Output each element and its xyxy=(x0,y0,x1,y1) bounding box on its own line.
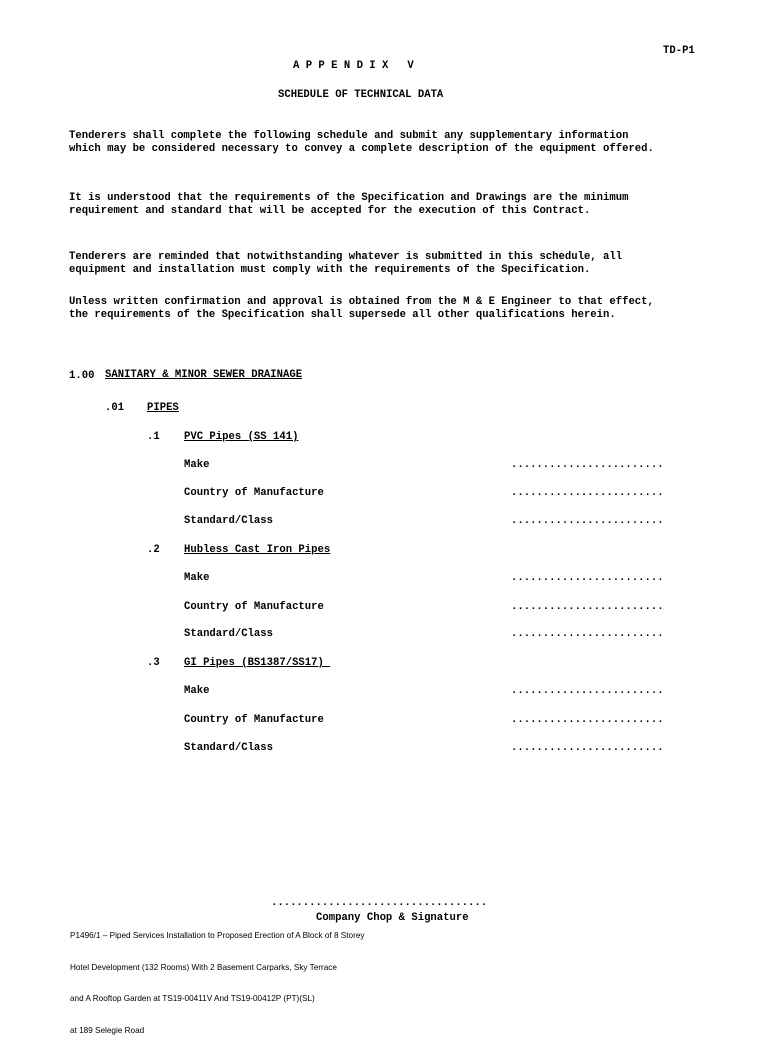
fill-in-line[interactable]: ........................ xyxy=(511,628,664,640)
intro-line-2: which may be considered necessary to convey a complete description of the equipment offered. xyxy=(69,143,654,155)
item-number: .3 xyxy=(147,657,160,669)
field-label-standard: Standard/Class xyxy=(184,742,274,754)
footer-line: at 189 Selegie Road xyxy=(70,1025,145,1035)
intro-line-1: Tenderers shall complete the following schedule and submit any supplementary information xyxy=(69,130,629,142)
field-label-country: Country of Manufacture xyxy=(184,487,324,499)
intro-line-7: Unless written confirmation and approval is obtained from the M & E Engineer to that effect, xyxy=(69,296,654,308)
fill-in-line[interactable]: ........................ xyxy=(511,487,664,499)
field-label-country: Country of Manufacture xyxy=(184,601,324,613)
subsection-title: PIPES xyxy=(147,402,179,414)
intro-line-3: It is understood that the requirements of the Specification and Drawings are the minimum xyxy=(69,192,629,204)
item-number: .2 xyxy=(147,544,160,556)
item-title: PVC Pipes (SS 141) xyxy=(184,431,299,443)
field-label-make: Make xyxy=(184,685,210,697)
field-label-country: Country of Manufacture xyxy=(184,714,324,726)
field-label-standard: Standard/Class xyxy=(184,515,274,527)
item-title: Hubless Cast Iron Pipes xyxy=(184,544,331,556)
field-label-make: Make xyxy=(184,572,210,584)
footer-line: and A Rooftop Garden at TS19-00411V And TS19-00412P (PT)(SL) xyxy=(70,994,315,1003)
intro-line-5: Tenderers are reminded that notwithstanding whatever is submitted in this schedule, all xyxy=(69,251,623,263)
footer-line: Hotel Development (132 Rooms) With 2 Basement Carparks, Sky Terrace xyxy=(70,962,337,972)
signature-label: Company Chop & Signature xyxy=(316,912,469,924)
fill-in-line[interactable]: ........................ xyxy=(511,601,664,613)
intro-line-6: equipment and installation must comply with the requirements of the Specification. xyxy=(69,264,591,276)
document-code: TD-P1 xyxy=(663,45,695,57)
subsection-number: .01 xyxy=(105,402,125,414)
fill-in-line[interactable]: ........................ xyxy=(511,515,664,527)
page-title: SCHEDULE OF TECHNICAL DATA xyxy=(278,89,444,101)
item-number: .1 xyxy=(147,431,160,443)
field-label-make: Make xyxy=(184,459,210,471)
section-number: 1.00 xyxy=(69,370,95,382)
item-title: GI Pipes (BS1387/SS17) xyxy=(184,657,331,669)
field-label-standard: Standard/Class xyxy=(184,628,274,640)
fill-in-line[interactable]: ........................ xyxy=(511,459,664,471)
intro-line-4: requirement and standard that will be accepted for the execution of this Contract. xyxy=(69,205,591,217)
fill-in-line[interactable]: ........................ xyxy=(511,572,664,584)
section-title: SANITARY & MINOR SEWER DRAINAGE xyxy=(105,369,303,381)
fill-in-line[interactable]: ........................ xyxy=(511,742,664,754)
footer-project-description xyxy=(70,910,364,1047)
appendix-heading: A P P E N D I X V xyxy=(293,60,414,72)
fill-in-line[interactable]: ........................ xyxy=(511,685,664,697)
footer-line: P1496/1 – Piped Services Installation to Proposed Erection of A Block of 8 Storey xyxy=(70,931,365,940)
signature-line[interactable]: .................................. xyxy=(271,897,488,909)
intro-line-8: the requirements of the Specification shall supersede all other qualifications herein. xyxy=(69,309,616,321)
fill-in-line[interactable]: ........................ xyxy=(511,714,664,726)
